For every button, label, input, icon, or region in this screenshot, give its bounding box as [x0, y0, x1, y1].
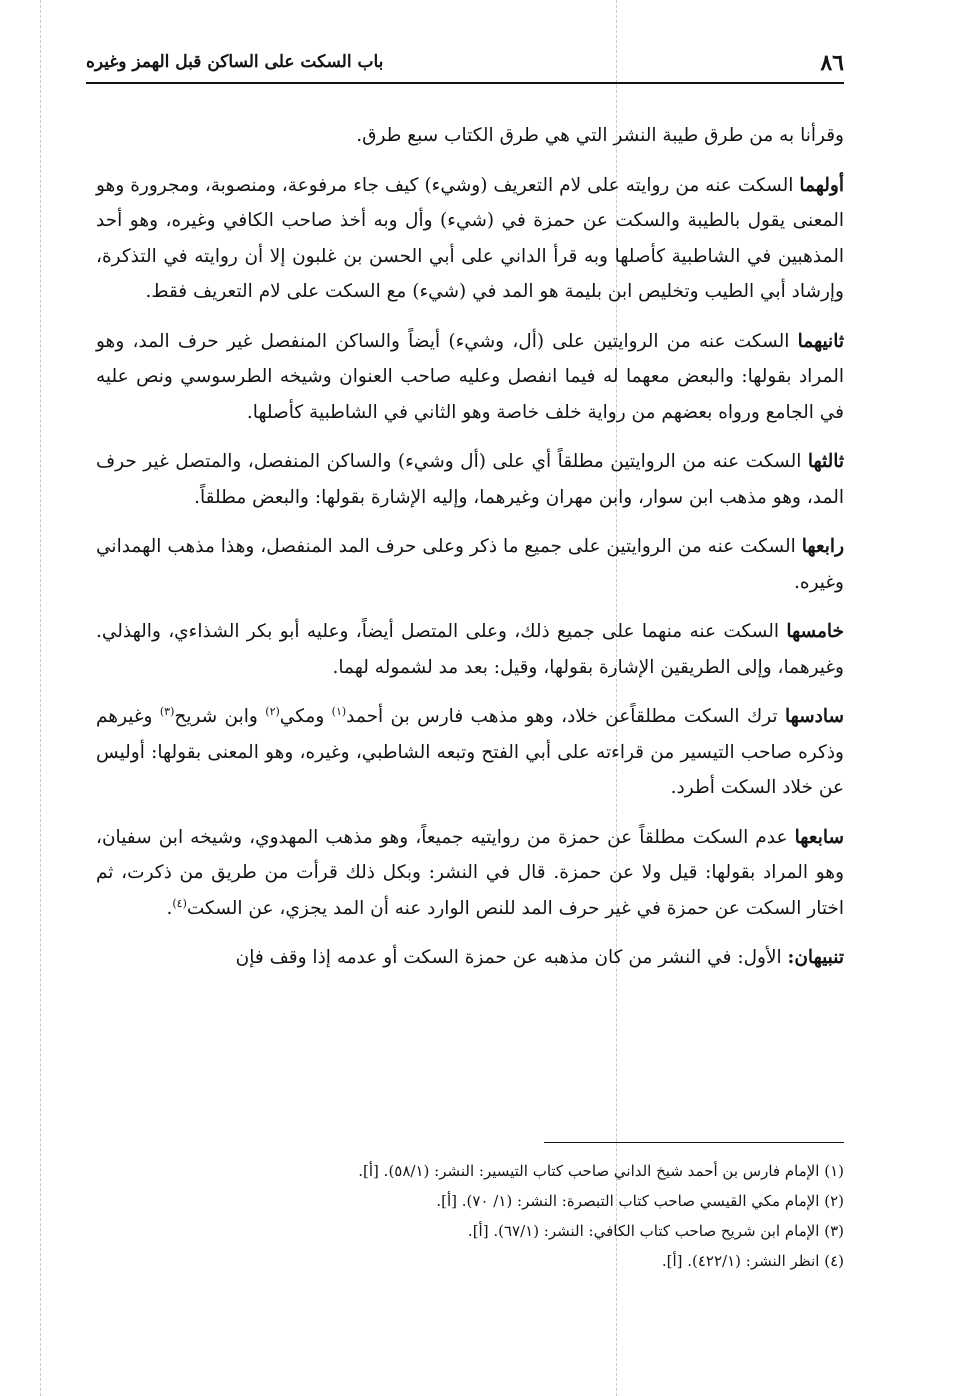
paragraph-text: ومكي — [279, 706, 332, 727]
paragraph-first — [96, 168, 844, 310]
paragraph-lead: سادسها — [784, 706, 844, 727]
paragraph-lead: ثالثها — [807, 451, 844, 472]
footnote-marker: (٤) — [172, 896, 187, 910]
scan-margin-line — [40, 0, 41, 1396]
paragraph-text: الأول: في النشر من كان مذهبه عن حمزة السكت أو عدمه إذا وقف فإن — [235, 947, 788, 968]
paragraph-lead: تنبيهان: — [787, 947, 844, 968]
footnote-marker: (٢) — [265, 704, 280, 718]
paragraph-lead: ثانيهما — [797, 330, 844, 352]
paragraph-text: وابن شريح — [174, 706, 266, 727]
paragraph-text: السكت عنه من روايته على لام التعريف (وشيء) كيف جاء مرفوعة، ومنصوبة، ومجرورة وهو المعنى يقول بالطيبة والسكت عن حمزة في (شيء) وأل وبه أخذ صاحب الكافي وغيره، وهو أحد المذهبين في الشاطبية كأصلها وبه قرأ الداني على أبي الحسن بن غلبون إلا أن روايته في التذكرة، وإرشاد أبي الطيب وتخليص ابن بليمة هو المد في (شيء) مع السكت على لام التعريف فقط. — [96, 174, 844, 302]
paragraph-lead: رابعها — [801, 536, 844, 557]
paragraph-text: وغيرهم وذكره صاحب التيسير من قراءته على أبي الفتح وتبعه الشاطبي، وغيره، وهو المعنى بقولها: أوليس عن خلاد السكت أطرد. — [96, 706, 844, 798]
paragraph-third — [96, 444, 844, 515]
footnotes — [100, 1156, 844, 1276]
footnote: (٤) انظر النشر: (٤٢٢/١). [أ]. — [661, 1252, 844, 1270]
footnote-divider — [544, 1142, 844, 1143]
paragraph-lead: أولهما — [799, 174, 844, 196]
paragraph-notes — [96, 940, 844, 976]
paragraph-text: السكت عنه من الروايتين مطلقاً أي على (أل وشيء) والساكن المنفصل، والمتصل غير حرف المد، وهو مذهب ابن سوار، وابن مهران وغيرهما، وإليه الإشارة بقولها: والبعض مطلقاً. — [96, 451, 844, 508]
running-title: باب السكت على الساكن قبل الهمز وغيره — [86, 52, 384, 72]
paragraph-text: السكت عنه من الروايتين على جميع ما ذكر وعلى حرف المد المنفصل، وهذا مذهب الهمداني وغيره. — [96, 536, 844, 593]
footnote-marker: (٣) — [159, 704, 175, 718]
paragraph-fifth — [96, 614, 844, 685]
footnote: (٣) الإمام ابن شريح صاحب كتاب الكافي: النشر: (٦٧/١). [أ]. — [467, 1222, 844, 1240]
paragraph-fourth — [96, 529, 844, 600]
paragraph-text: السكت عنه منهما على جميع ذلك، وعلى المتصل أيضاً، وعليه أبو بكر الشذاءي، والهذلي. وغيرهما، وإلى الطريقين الإشارة بقولها، وقيل: بعد مد لشموله لهما. — [96, 621, 844, 678]
paragraph-lead: سابعها — [794, 826, 844, 848]
footnote: (١) الإمام فارس بن أحمد شيخ الداني صاحب كتاب التيسير: النشر: (٥٨/١). [أ]. — [358, 1162, 844, 1180]
page-number: ٨٦ — [820, 50, 844, 76]
paragraph-sixth — [96, 699, 844, 806]
paragraph-seventh — [96, 820, 844, 927]
paragraph-text: . — [166, 897, 173, 919]
footnote-marker: (١) — [331, 704, 347, 718]
paragraph-text: عدم السكت مطلقاً عن حمزة من روايتيه جميعاً، وهو مذهب المهدوي، وشيخه ابن سفيان، وهو المراد بقولها: قيل ولا عن حمزة. قال في النشر: وبكل ذلك قرأت من طريق من ذكرت، ثم اختار السكت عن حمزة في غير حرف المد للنص الوارد عنه أن المد يجزي، عن السكت — [96, 826, 844, 919]
footnote: (٢) الإمام مكي القيسي صاحب كتاب التبصرة: النشر: (١/ ٧٠). [أ]. — [436, 1192, 844, 1210]
paragraph-lead: خامسها — [786, 621, 844, 642]
paragraph-second — [96, 324, 844, 431]
main-text — [96, 118, 844, 990]
paragraph-text: ترك السكت مطلقاًعن خلاد، وهو مذهب فارس بن أحمد — [346, 706, 785, 727]
page-header — [86, 48, 844, 84]
intro-paragraph: وقرأنا به من طرق طيبة النشر التي هي طرق الكتاب سبع طرق. — [356, 125, 844, 146]
paragraph-text: السكت عنه من الروايتين على (أل، وشيء) أيضاً والساكن المنفصل غير حرف المد، وهو المراد بقولها: والبعض معهما له فيما انفصل وعليه صاحب العنوان وشيخه الطرسوسي ونص عليه في الجامع ورواه بعضهم من رواية خلف خاصة وهو الثاني في الشاطبية كأصلها. — [96, 330, 844, 423]
